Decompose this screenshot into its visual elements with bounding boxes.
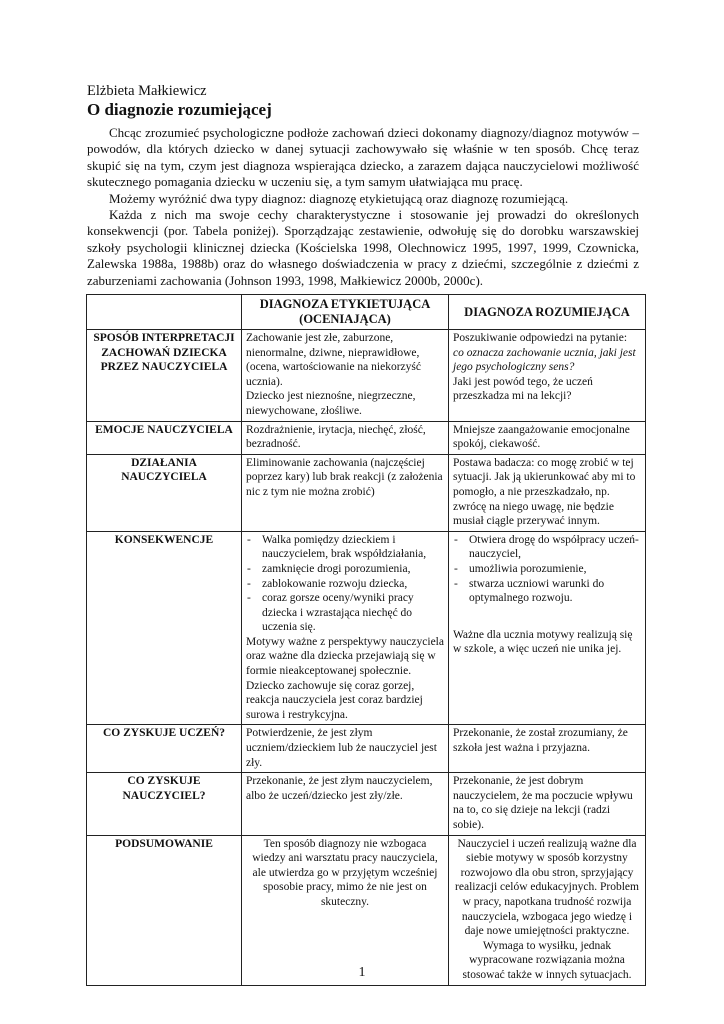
header-understanding-diagnosis: DIAGNOZA ROZUMIEJĄCA (449, 295, 646, 330)
list-item: - zablokowanie rozwoju dziecka, (246, 577, 444, 592)
table-header-row (87, 295, 646, 330)
understanding-cell: Przekonanie, że jest dobrym nauczycielem, że ma poczucie wpływu na to, co się dzieje na lekcji (radzi sobie). (449, 773, 646, 835)
understanding-consequence-list (453, 533, 641, 606)
understanding-cell (449, 330, 646, 422)
understanding-cell: Nauczyciel i uczeń realizują ważne dla siebie motywy w sposób korzystny rozwojowo dla obu stron, sprzyjający realizacji celów edukacyjnych. Problem w pracy, napotkana trudność rozwija nauczyciela, wzbogaca jego wiedzę i daje nowe umiejętności praktyczne. Wymaga to wysiłku, jednak wypracowane rozwiązania można stosować także w innych sytuacjach. (449, 835, 646, 985)
row-label-interpretation: SPOSÓB INTERPRETACJI ZACHOWAŃ DZIECKA PRZEZ NAUCZYCIELA (87, 330, 242, 422)
labeling-cell: Potwierdzenie, że jest złym uczniem/dzieckiem lub że nauczyciel jest zły. (242, 725, 449, 773)
understanding-cell (449, 531, 646, 725)
labeling-cell: Rozdrażnienie, irytacja, niechęć, złość, bezradność. (242, 421, 449, 454)
row-label-actions: DZIAŁANIA NAUCZYCIELA (87, 454, 242, 531)
row-label-emotions: EMOCJE NAUCZYCIELA (87, 421, 242, 454)
row-label-student-gain: CO ZYSKUJE UCZEŃ? (87, 725, 242, 773)
table-row (87, 835, 646, 985)
body-text (87, 125, 639, 289)
diagnosis-comparison-table (86, 294, 646, 986)
list-item: - coraz gorsze oceny/wyniki pracy dziecka i wzrastająca niechęć do uczenia się. (246, 591, 444, 635)
cell-text: Zachowanie jest złe, zaburzone, nienormalne, dziwne, nieprawidłowe, (ocena, wartościowanie na niekorzyść ucznia). (246, 332, 421, 388)
labeling-cell (242, 330, 449, 422)
labeling-cell: Eliminowanie zachowania (najczęściej poprzez kary) lub brak reakcji (z założenia nic z tym nie można zrobić) (242, 454, 449, 531)
labeling-cell: Ten sposób diagnozy nie wzbogaca wiedzy ani warsztatu pracy nauczyciela, ale utwierdza go w przyjętym wcześniej sposobie pracy, mimo że nie jest on skuteczny. (242, 835, 449, 985)
list-item: - Otwiera drogę do współpracy uczeń-nauczyciel, (453, 533, 641, 562)
table-row (87, 330, 646, 422)
table-row (87, 773, 646, 835)
table-row (87, 454, 646, 531)
understanding-cell: Postawa badacza: co mogę zrobić w tej sytuacji. Jak ją ukierunkować aby mi to pomogło, a nie przeszkadzało, np. zwrócę na niego uwagę, nie będzie musiał ciągle przerywać innym. (449, 454, 646, 531)
understanding-cell: Przekonanie, że został zrozumiany, że szkoła jest ważna i przyjazna. (449, 725, 646, 773)
header-labeling-diagnosis: DIAGNOZA ETYKIETUJĄCA (OCENIAJĄCA) (242, 295, 449, 330)
cell-question: co oznacza zachowanie ucznia, jaki jest jego psychologiczny sens? (453, 346, 636, 374)
labeling-consequence-list (246, 533, 444, 635)
cell-text: Jaki jest powód tego, że uczeń przeszkadza mi na lekcji? (453, 375, 593, 403)
author-name: Elżbieta Małkiewicz (87, 83, 207, 99)
list-item: - zamknięcie drogi porozumienia, (246, 562, 444, 577)
list-item: - Walka pomiędzy dzieckiem i nauczycielem, brak współdziałania, (246, 533, 444, 562)
cell-note: Ważne dla ucznia motywy realizują się w szkole, a więc uczeń nie unika jej. (453, 628, 633, 656)
page-number: 1 (358, 965, 366, 980)
cell-text: Dziecko jest nieznośne, niegrzeczne, niewychowane, złośliwe. (246, 390, 416, 417)
table-row (87, 421, 646, 454)
row-label-teacher-gain: CO ZYSKUJE NAUCZYCIEL? (87, 773, 242, 835)
list-item: - umożliwia porozumienie, (453, 562, 641, 577)
table-row (87, 725, 646, 773)
paragraph: Możemy wyróżnić dwa typy diagnoz: diagnozę etykietującą oraz diagnozę rozumiejącą. (109, 190, 569, 206)
cell-text: Poszukiwanie odpowiedzi na pytanie: (453, 332, 628, 344)
row-label-consequences: KONSEKWENCJE (87, 531, 242, 725)
labeling-cell (242, 531, 449, 725)
table-row (87, 531, 646, 725)
row-label-summary: PODSUMOWANIE (87, 835, 242, 985)
labeling-cell: Przekonanie, że jest złym nauczycielem, albo że uczeń/dziecko jest zły/złe. (242, 773, 449, 835)
paragraph: Każda z nich ma swoje cechy charakterystyczne i stosowanie jej prowadzi do określonych konsekwencji (por. Tabela poniżej). Sporządzając zestawienie, odwołuję się do dorobku warszawskiej szkoły psychologii klinicznej dziecka (Kościelska 1998, Olechnowicz 1995, 1997, 1999, Czownicka, Zalewska 1988a, 1988b) oraz do własnego doświadczenia w pracy z dziećmi, szczególnie z dziećmi z zaburzeniami zachowania (Johnson 1993, 1998, Małkiewicz 2000b, 2000c). (87, 207, 639, 288)
understanding-cell: Mniejsze zaangażowanie emocjonalne spokój, ciekawość. (449, 421, 646, 454)
article-title: O diagnozie rozumiejącej (87, 100, 272, 119)
table-header-empty (87, 295, 242, 330)
paragraph: Chcąc zrozumieć psychologiczne podłoże zachowań dzieci dokonamy diagnozy/diagnoz motywów – powodów, dla których dziecko w danej sytuacji zachowywało się właśnie w ten sposób. Chcę teraz skupić się na tym, czym jest diagnoza wspierająca dziecko, a zarazem dająca nauczycielowi możliwość skutecznego pomagania dziecku w uczeniu się, a tym samym ułatwiająca mu pracę. (87, 125, 639, 190)
list-item: - stwarza uczniowi warunki do optymalnego rozwoju. (453, 577, 641, 606)
cell-note: Motywy ważne z perspektywy nauczyciela oraz ważne dla dziecka przejawiają się w formie nieakceptowanej społecznie. Dziecko zachowuje się coraz gorzej, reakcja nauczyciela jest coraz bardziej surowa i restrykcyjna. (246, 635, 444, 721)
